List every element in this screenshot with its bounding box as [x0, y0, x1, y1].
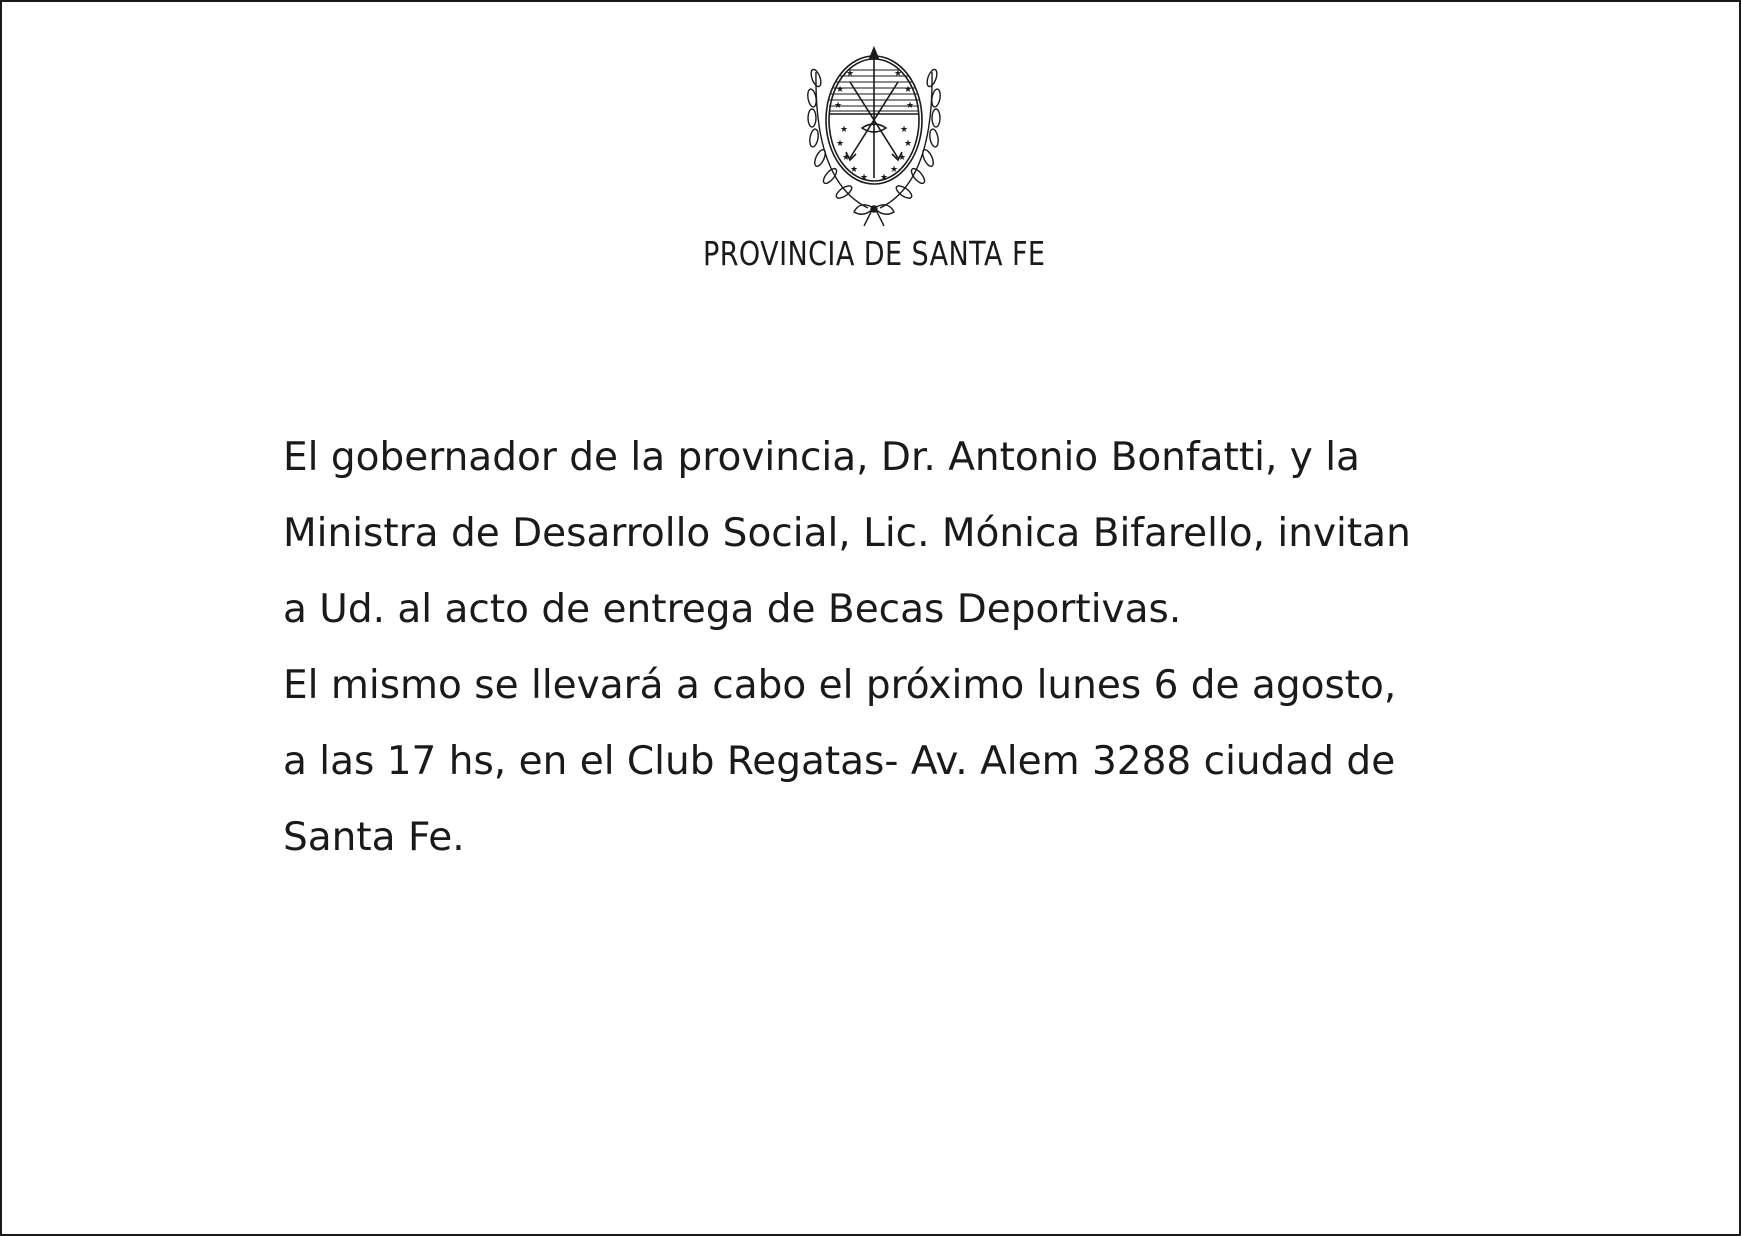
invitation-line: El mismo se llevará a cabo el próximo lunes 6 de agosto,	[283, 663, 1397, 708]
coat-of-arms-icon	[794, 32, 954, 228]
invitation-line: a las 17 hs, en el Club Regatas- Av. Alem 3288 ciudad de	[283, 739, 1396, 784]
svg-text:★: ★	[839, 125, 849, 135]
svg-text:★: ★	[905, 101, 915, 111]
svg-text:★: ★	[841, 153, 851, 163]
svg-text:★: ★	[893, 69, 903, 79]
province-name: PROVINCIA DE SANTA FE	[702, 234, 1046, 273]
svg-text:★: ★	[835, 139, 845, 149]
svg-text:★: ★	[897, 153, 907, 163]
svg-text:★: ★	[879, 173, 889, 183]
invitation-line: Ministra de Desarrollo Social, Lic. Mónica Bifarello, invitan	[283, 511, 1411, 556]
svg-text:★: ★	[833, 101, 843, 111]
svg-text:★: ★	[903, 85, 913, 95]
svg-text:★: ★	[903, 139, 913, 149]
svg-text:★: ★	[835, 85, 845, 95]
invitation-text	[283, 420, 1563, 876]
svg-text:★: ★	[849, 165, 859, 175]
invitation-line: Santa Fe.	[283, 815, 465, 860]
svg-text:★: ★	[845, 69, 855, 79]
svg-text:★: ★	[889, 165, 899, 175]
svg-text:★: ★	[899, 125, 909, 135]
invitation-line: El gobernador de la provincia, Dr. Antonio Bonfatti, y la	[283, 435, 1360, 480]
svg-text:★: ★	[859, 173, 869, 183]
invitation-line: a Ud. al acto de entrega de Becas Deportivas.	[283, 587, 1182, 632]
